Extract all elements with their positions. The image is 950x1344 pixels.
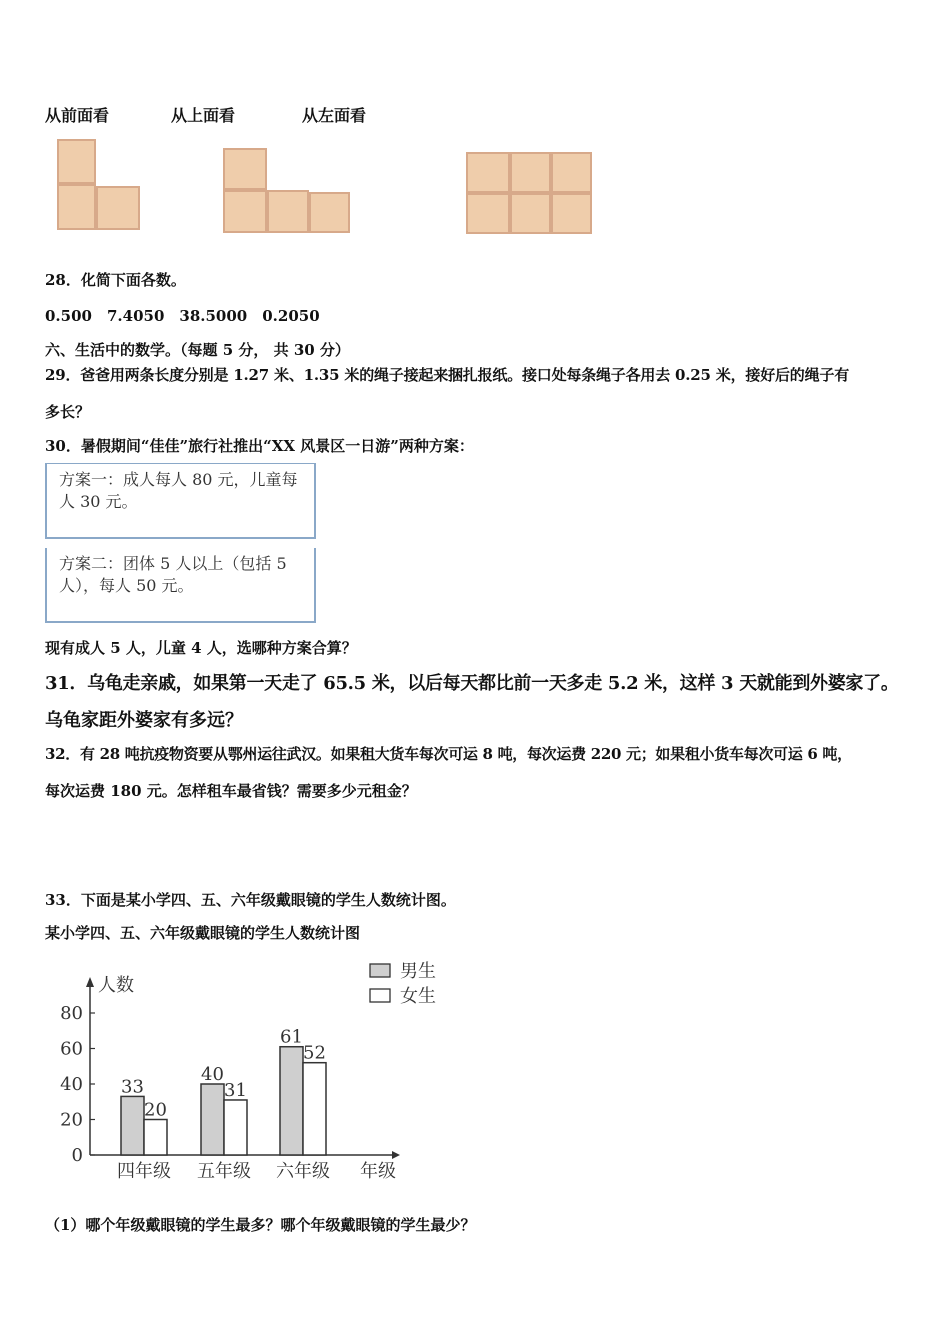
y-tick-label: 0 (71, 1145, 83, 1166)
y-tick-label: 60 (60, 1038, 83, 1060)
q30-text: 30．暑假期间“佳佳”旅行社推出“XX 风景区一日游”两种方案： (45, 437, 474, 455)
x-tick-label: 四年级 (117, 1161, 171, 1182)
q31-line1: 31．乌龟走亲戚，如果第一天走了 65.5 米，以后每天都比前一天多走 5.2 米，这样 3 天就能到外婆家了。 (45, 673, 899, 694)
plan1-box (45, 463, 316, 539)
plan1-text: 方案一：成人每人 80 元，儿童每人 30 元。 (59, 470, 298, 511)
y-tick-label: 80 (60, 1003, 83, 1024)
legend-swatch (370, 964, 390, 977)
bar (280, 1047, 303, 1155)
bar-value-label: 52 (303, 1042, 326, 1064)
q29-line1: 29．爸爸用两条长度分别是 1.27 米、1.35 米的绳子接起来捆扎报纸。接口处每条绳子各用去 0.25 米，接好后的绳子有 (45, 366, 849, 384)
q32-line1: 32．有 28 吨抗疫物资要从鄂州运往武汉。如果租大货车每次可运 8 吨，每次运费 220 元；如果租小货车每次可运 6 吨， (45, 745, 852, 763)
y-tick-label: 40 (60, 1074, 83, 1095)
bar (121, 1096, 144, 1155)
q33-text: 33．下面是某小学四、五、六年级戴眼镜的学生人数统计图。 (45, 891, 456, 909)
section6-title: 六、生活中的数学。（每题 5 分， 共 30 分） (45, 341, 350, 359)
q32-line2: 每次运费 180 元。怎样租车最省钱？需要多少元租金？ (45, 782, 417, 800)
plan2-box (45, 548, 316, 623)
y-tick-label: 20 (60, 1109, 83, 1131)
bar (144, 1120, 167, 1156)
bar (224, 1100, 247, 1155)
bar-value-label: 40 (201, 1064, 224, 1085)
bar-value-label: 20 (144, 1099, 167, 1121)
q31-line2: 乌龟家距外婆家有多远？ (45, 710, 243, 731)
left-view-label: 从左面看 (302, 106, 367, 125)
q29-line2: 多长？ (45, 403, 91, 421)
q28-numbers: 0.500 7.4050 38.5000 0.2050 (45, 307, 320, 325)
y-axis-arrow (86, 977, 94, 987)
bar-value-label: 33 (121, 1076, 144, 1098)
q28-text: 28．化简下面各数。 (45, 271, 186, 289)
q30-question: 现有成人 5 人，儿童 4 人，选哪种方案合算？ (45, 639, 357, 657)
x-axis-arrow (392, 1151, 400, 1159)
q33-sub1: （1）哪个年级戴眼镜的学生最多？哪个年级戴眼镜的学生最少？ (45, 1216, 476, 1234)
x-axis-label: 年级 (360, 1161, 396, 1182)
bar (303, 1063, 326, 1155)
plan2-text: 方案二：团体 5 人以上（包括 5 人），每人 50 元。 (59, 554, 287, 595)
x-tick-label: 六年级 (276, 1161, 330, 1182)
front-view-label: 从前面看 (45, 106, 110, 125)
bar-value-label: 31 (224, 1079, 247, 1101)
y-axis-label: 人数 (98, 975, 134, 996)
x-tick-label: 五年级 (197, 1161, 251, 1182)
legend-label: 女生 (400, 986, 436, 1007)
bar-value-label: 61 (280, 1026, 303, 1048)
legend-label: 男生 (400, 961, 436, 982)
top-view-label: 从上面看 (171, 106, 236, 125)
bar (201, 1084, 224, 1155)
bar-chart (40, 955, 440, 1190)
legend-swatch (370, 989, 390, 1002)
chart-caption: 某小学四、五、六年级戴眼镜的学生人数统计图 (45, 924, 361, 942)
